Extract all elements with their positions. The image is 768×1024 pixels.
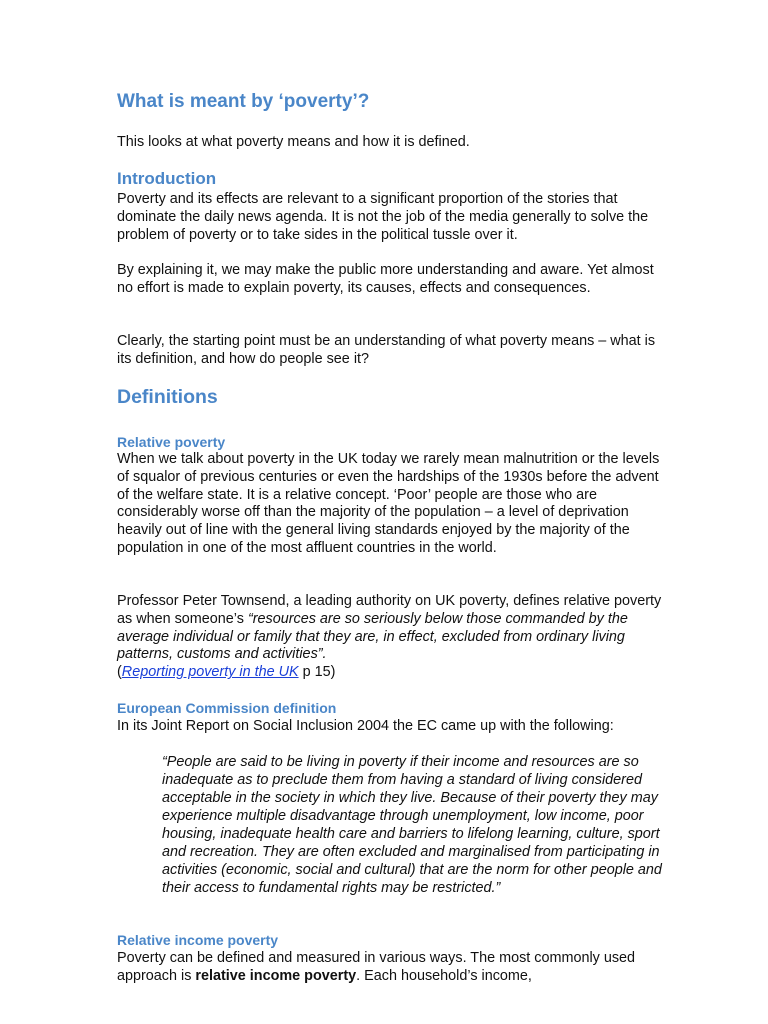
european-commission-heading: European Commission definition	[117, 700, 337, 716]
relative-income-lead-text: Poverty can be defined and measured in various ways. The most commonly used approach is	[117, 950, 636, 984]
european-commission-quote: “People are said to be living in poverty if their income and resources are so inadequate as to preclude them from having a standard of living considered acceptable in the society in which they live. Because of their poverty they may experience multiple disadvantage through unemployment, low income, poor housing, inadequate health care and barriers to lifelong learning, culture, sport and recreation. They are often excluded and marginalised from participating in activities (economic, social and cultural) that are the norm for other people and their access to fundamental rights may be restricted.”	[162, 754, 662, 896]
relative-poverty-heading: Relative poverty	[117, 434, 226, 450]
european-commission-intro: In its Joint Report on Social Inclusion 2004 the EC came up with the following:	[117, 718, 614, 734]
document-subtitle: This looks at what poverty means and how it is defined.	[117, 134, 470, 150]
relative-poverty-paragraph: When we talk about poverty in the UK today we rarely mean malnutrition or the levels of squalor of previous centuries or even the hardships of the 1930s before the advent of the welfare state. It is a relative concept. ‘Poor’ people are those who are considerably worse off than the majority of the population – a level of deprivation heavily out of line with the general living standards enjoyed by the majority of the population in one of the most affluent countries in the world.	[117, 451, 660, 556]
townsend-paragraph	[117, 593, 662, 682]
introduction-paragraph-2: By explaining it, we may make the public more understanding and aware. Yet almost no effort is made to explain poverty, its causes, effects and consequences.	[117, 262, 654, 296]
townsend-lead-text: Professor Peter Townsend, a leading authority on UK poverty, defines relative poverty as when someone’s	[117, 593, 662, 627]
document-title: What is meant by ‘poverty’?	[117, 91, 370, 112]
citation-open-paren: (	[117, 664, 122, 681]
relative-income-tail-text: . Each household’s income,	[356, 967, 532, 984]
citation-page-text: p 15)	[298, 664, 336, 681]
introduction-heading: Introduction	[117, 169, 217, 188]
definitions-heading: Definitions	[117, 386, 218, 408]
introduction-paragraph-1: Poverty and its effects are relevant to a significant proportion of the stories that dominate the daily news agenda. It is not the job of the media generally to solve the problem of poverty or to take sides in the political tussle over it.	[117, 191, 649, 243]
relative-income-poverty-heading: Relative income poverty	[117, 932, 279, 948]
relative-income-paragraph	[117, 950, 662, 986]
reporting-poverty-link[interactable]: Reporting poverty in the UK	[121, 664, 299, 681]
relative-income-bold-term: relative income poverty	[195, 967, 357, 984]
townsend-quote: “resources are so seriously below those commanded by the average individual or family that they are, in effect, excluded from ordinary living patterns, customs and activities”.	[117, 610, 628, 663]
introduction-paragraph-3: Clearly, the starting point must be an understanding of what poverty means – what is its definition, and how do people see it?	[117, 333, 656, 367]
